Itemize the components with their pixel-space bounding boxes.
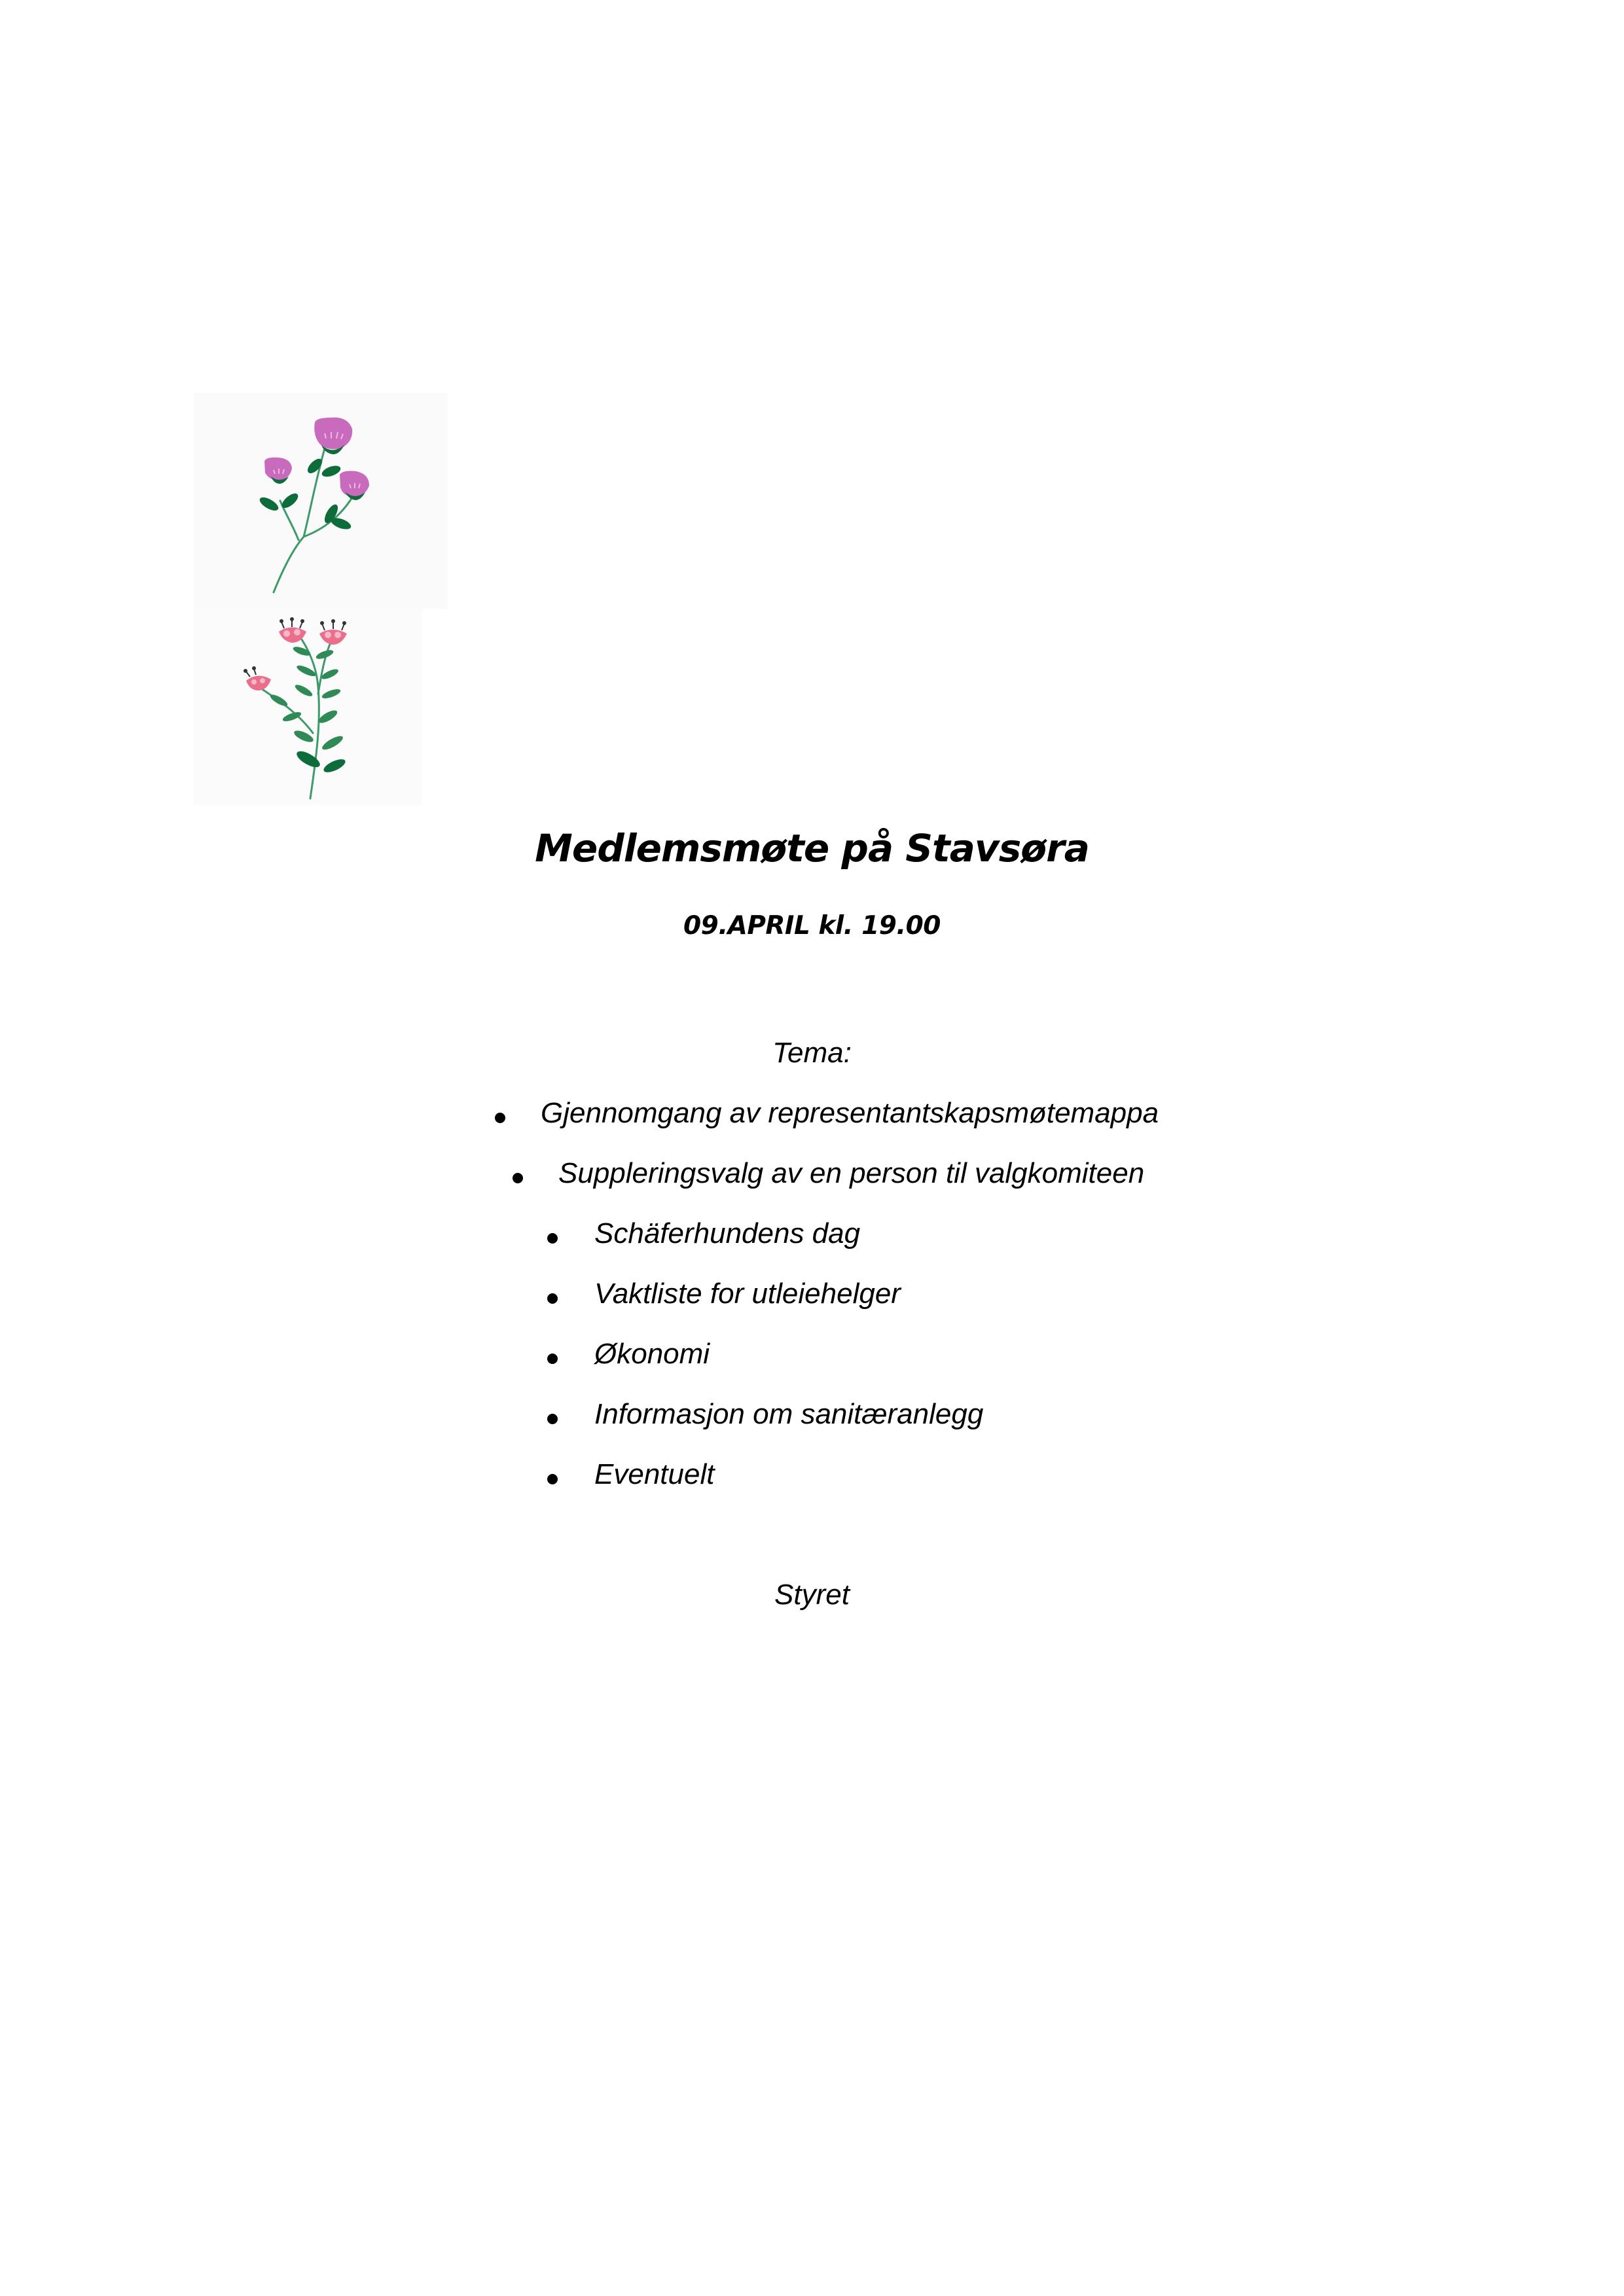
agenda-item — [594, 1278, 901, 1310]
agenda-item — [594, 1338, 710, 1371]
meeting-date-time: 09.APRIL kl. 19.00 — [683, 911, 941, 941]
bullet-icon — [547, 1354, 558, 1364]
document-title: Medlemsmøte på Stavsøra — [535, 826, 1089, 870]
pink-blossom-sprig-icon — [194, 609, 422, 805]
bullet-icon — [547, 1233, 558, 1244]
agenda-item — [594, 1458, 714, 1491]
agenda-item-text: Informasjon om sanitæranlegg — [594, 1398, 984, 1430]
agenda-item-text: Vaktliste for utleiehelger — [594, 1278, 901, 1310]
bullet-icon — [513, 1173, 523, 1183]
agenda-item — [558, 1157, 1144, 1190]
agenda-heading: Tema: — [772, 1037, 852, 1069]
agenda-item — [594, 1217, 860, 1250]
signature: Styret — [774, 1579, 850, 1611]
agenda-item — [541, 1097, 1159, 1130]
agenda-item-text: Gjennomgang av representantskapsmøtemappa — [541, 1097, 1159, 1129]
agenda-item-text: Suppleringsvalg av en person til valgkomiteen — [558, 1157, 1145, 1189]
pink-flowers-icon — [194, 393, 448, 609]
agenda-item-text: Eventuelt — [594, 1458, 715, 1490]
bullet-icon — [547, 1293, 558, 1304]
agenda-item-text: Schäferhundens dag — [594, 1217, 861, 1249]
agenda-item-text: Økonomi — [594, 1338, 710, 1370]
bullet-icon — [495, 1113, 505, 1123]
bullet-icon — [547, 1474, 558, 1484]
agenda-item — [594, 1398, 983, 1431]
bullet-icon — [547, 1414, 558, 1424]
